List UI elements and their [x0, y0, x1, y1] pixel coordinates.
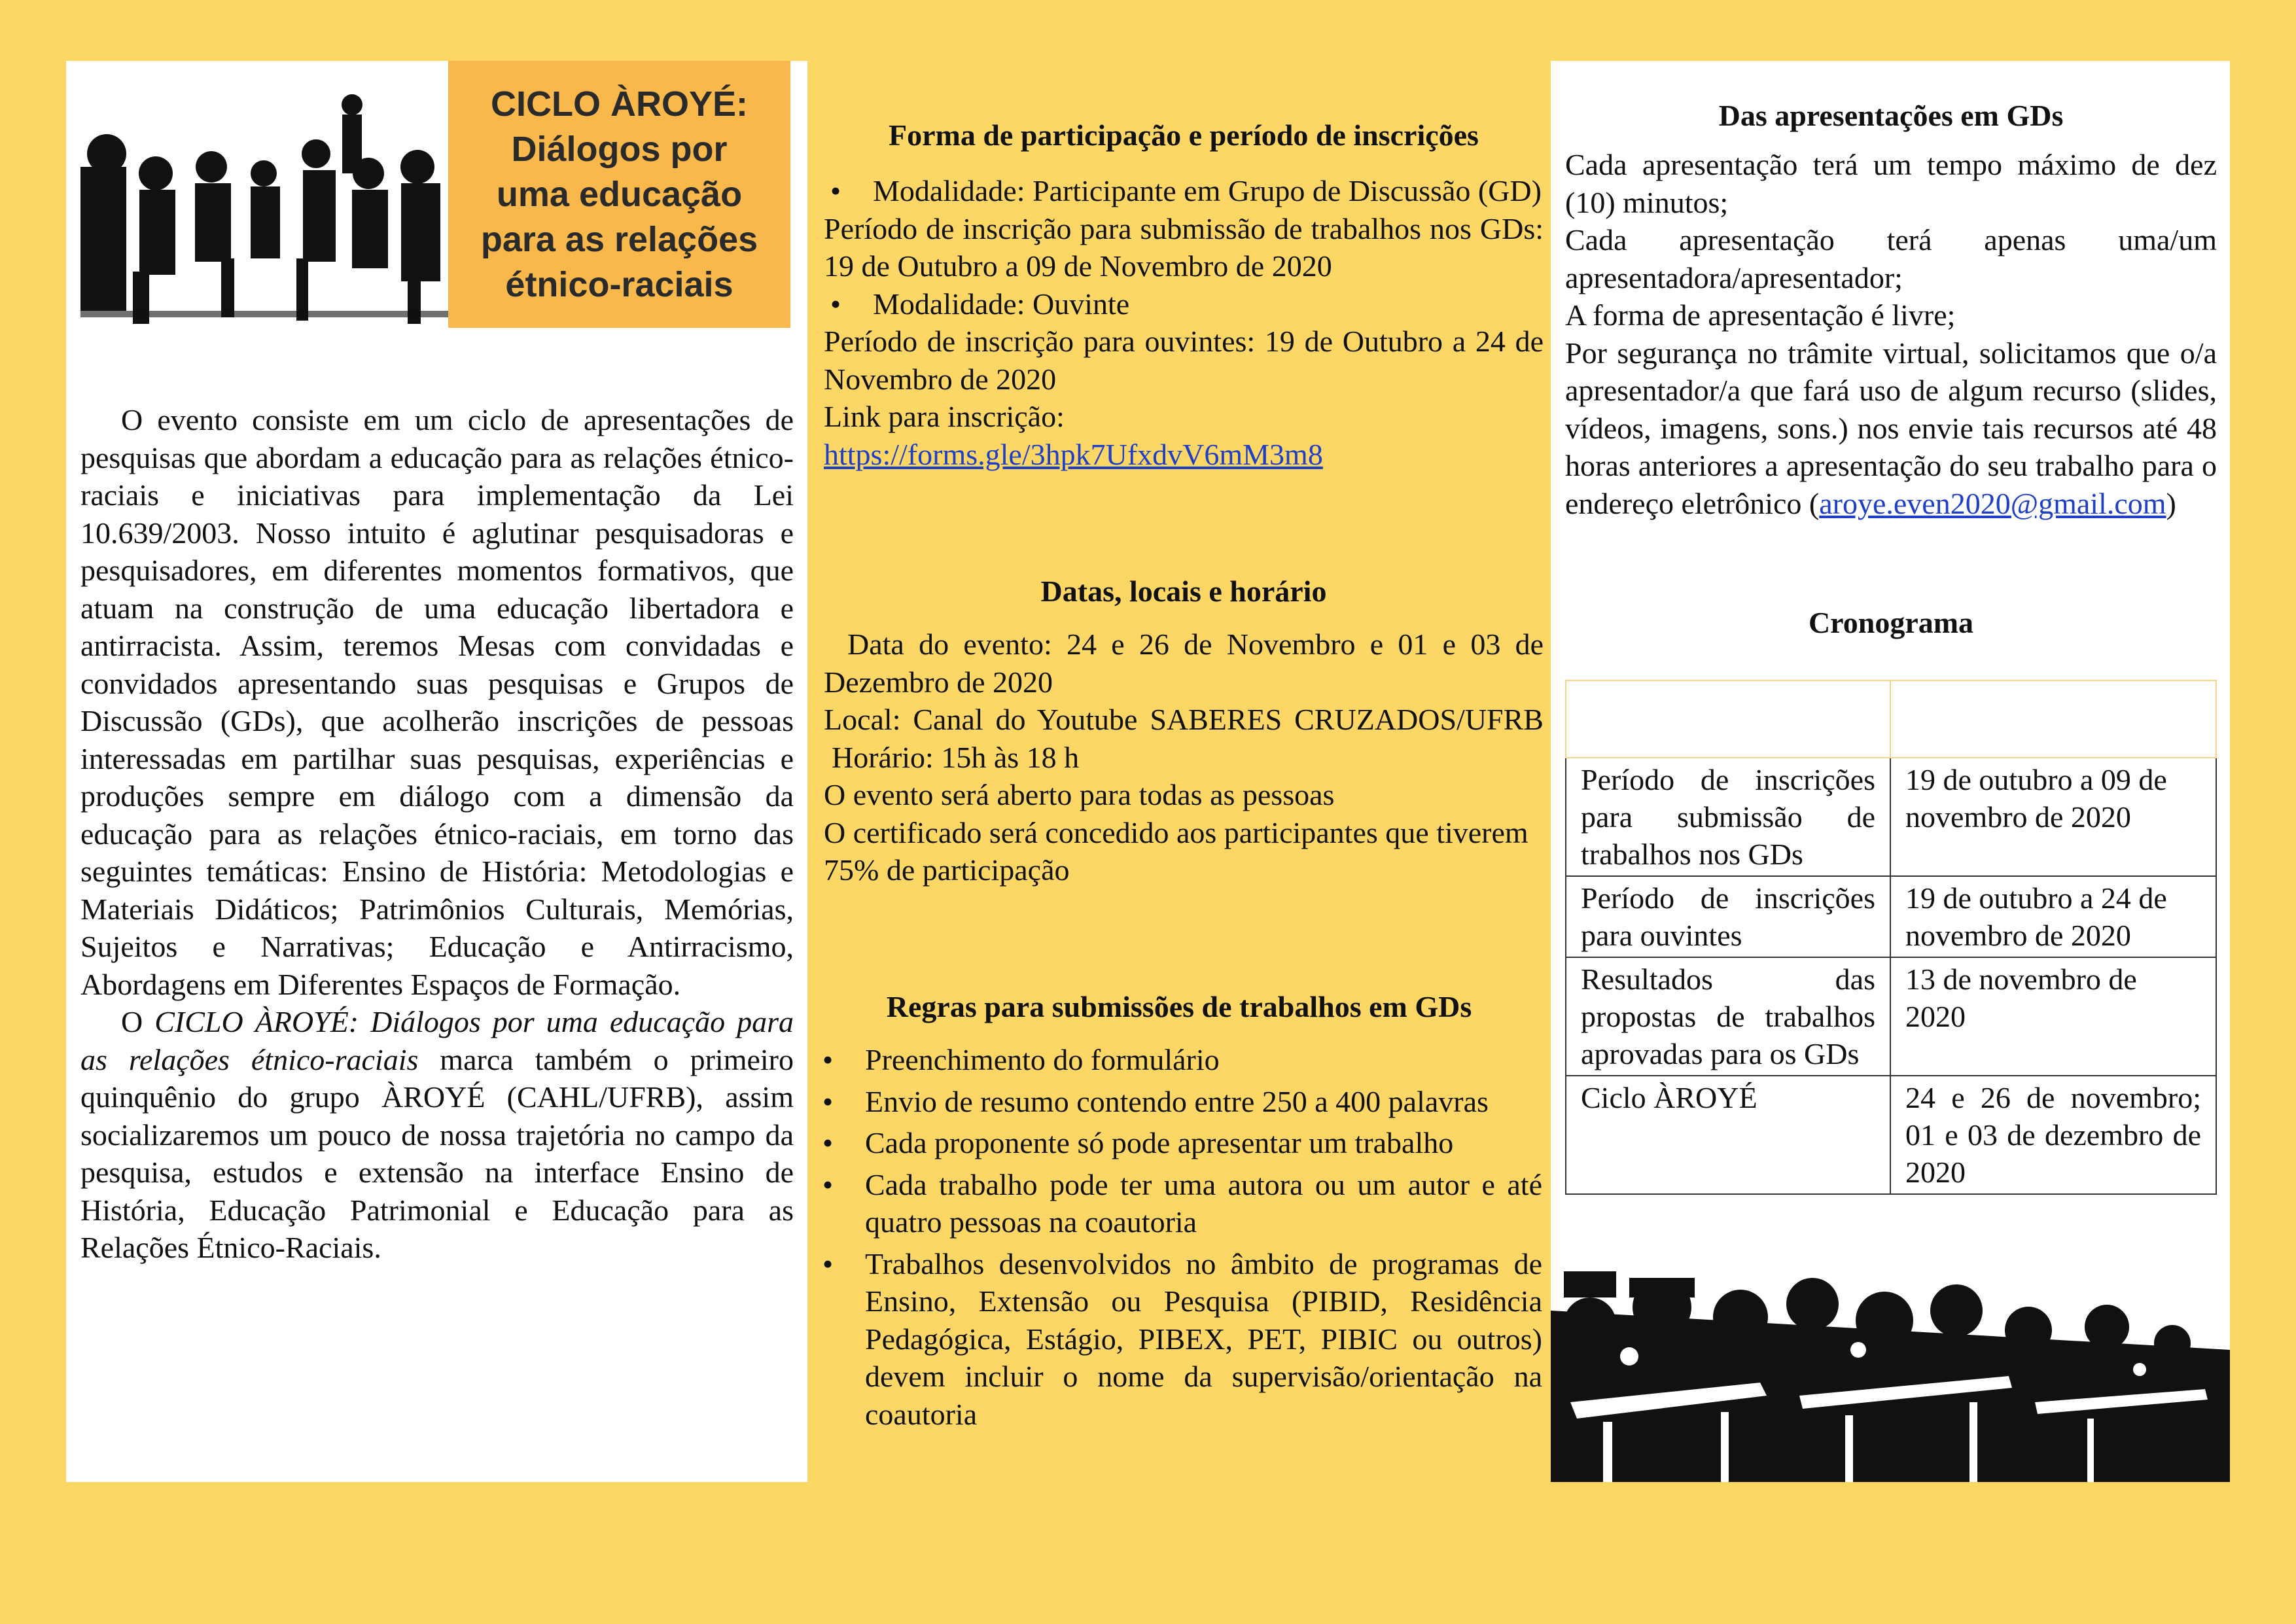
table-row: [1566, 876, 2216, 957]
table-row: [1566, 1076, 2216, 1194]
event-location: Local: Canal do Youtube SABERES CRUZADOS/UFRB: [824, 703, 1544, 736]
dates-heading: Datas, locais e horário: [1040, 574, 1327, 608]
participation-heading: Forma de participação e período de inscrições: [889, 118, 1479, 152]
table-cell: [1566, 680, 1890, 758]
presentations-heading: Das apresentações em GDs: [1718, 99, 2064, 132]
participation-list-2: [824, 285, 1544, 323]
para2-rest: marca também o primeiro quinquênio do grupo ÀROYÉ (CAHL/UFRB), assim socializaremos um pouco de nossa trajetória no campo da pesquisa, estudos e extensão na interface Ensino de História, Educação Patrimonial e Educação para as Relações Étnico-Raciais.: [80, 1042, 794, 1264]
presentation-rule-text: Por segurança no trâmite virtual, solicitamos que o/a apresentador/a que fará uso de algum recurso (slides, vídeos, imagens, sons.) nos envie tais recursos até 48 horas anteriores a apresentação do seu trabalho para o endereço eletrônico (: [1565, 336, 2217, 520]
table-row: [1566, 957, 2216, 1076]
period-listener: Período de inscrição para ouvintes: 19 de Outubro a 24 de Novembro de 2020: [824, 325, 1544, 396]
contact-email-link[interactable]: aroye.even2020@gmail.com: [1819, 486, 2166, 520]
certificate-note: O certificado será concedido aos participantes que tiverem 75% de participação: [824, 815, 1528, 887]
modality-listener: Modalidade: Ouvinte: [873, 287, 1130, 321]
event-description: [80, 401, 794, 1267]
rules-heading: Regras para submissões de trabalhos em GDs: [886, 990, 1472, 1023]
schedule-date: 19 de outubro a 09 de novembro de 2020: [1890, 758, 2216, 876]
event-title-box: [448, 61, 790, 328]
schedule-heading: Cronograma: [1808, 606, 1974, 639]
event-title-line: étnico-raciais: [505, 264, 733, 304]
event-title-line: uma educação: [496, 174, 743, 214]
event-date: Data do evento: 24 e 26 de Novembro e 01 e 03 de Dezembro de 2020: [824, 627, 1544, 699]
para2-prefix: O: [121, 1005, 155, 1038]
participation-list: [824, 172, 1544, 210]
schedule-item: Período de inscrições para submissão de trabalhos nos GDs: [1566, 758, 1890, 876]
schedule-date: 24 e 26 de novembro; 01 e 03 de dezembro de 2020: [1890, 1076, 2216, 1194]
dates-section: [824, 573, 1544, 889]
presentation-rule: A forma de apresentação é livre;: [1565, 298, 1956, 332]
schedule-item: Ciclo ÀROYÉ: [1566, 1076, 1890, 1194]
rule-text: Trabalhos desenvolvidos no âmbito de programas de Ensino, Extensão ou Pesquisa (PIBID, Residência Pedagógica, Estágio, PIBEX, PET, PIBIC ou outros) devem incluir o nome da supervisão/orientação na coautoria: [865, 1246, 1542, 1431]
middle-panel: [816, 61, 1545, 1482]
event-title-line: para as relações: [480, 219, 758, 259]
bullet-icon: •: [830, 287, 841, 321]
modality-gd: Modalidade: Participante em Grupo de Discussão (GD): [873, 174, 1542, 207]
event-title: [481, 82, 758, 308]
bullet-icon: •: [822, 1246, 834, 1280]
classroom-photo: [1551, 1271, 2230, 1482]
participation-section: [824, 116, 1544, 473]
event-title-line: CICLO ÀROYÉ:: [490, 84, 748, 124]
bullet-icon: •: [822, 1043, 834, 1076]
rule-text: Envio de resumo contendo entre 250 a 400 palavras: [865, 1084, 1489, 1118]
right-panel: [1551, 61, 2230, 1482]
link-label: Link para inscrição:: [824, 400, 1065, 433]
schedule-table: [1565, 680, 2217, 1195]
event-open-note: O evento será aberto para todas as pessoas: [824, 778, 1335, 811]
table-row: [1566, 758, 2216, 876]
link-line: [824, 436, 1544, 474]
bullet-icon: •: [822, 1126, 834, 1159]
schedule-date: 19 de outubro a 24 de novembro de 2020: [1890, 876, 2216, 957]
event-name-italic: CICLO ÀROYÉ: Diálogos por uma educação para as relações étnico-raciais: [80, 1005, 794, 1076]
rule-text: Cada trabalho pode ter uma autora ou um autor e até quatro pessoas na coautoria: [865, 1167, 1542, 1239]
left-panel: [66, 61, 807, 1482]
event-title-line: Diálogos por: [511, 129, 728, 169]
bullet-icon: •: [830, 174, 841, 207]
period-gd: Período de inscrição para submissão de trabalhos nos GDs: 19 de Outubro a 09 de Novembro de 2020: [824, 211, 1544, 283]
presentation-rule-end: ): [2166, 486, 2176, 520]
list-item: [816, 1166, 1542, 1241]
rules-section: [816, 988, 1542, 1433]
rule-text: Cada proponente só pode apresentar um trabalho: [865, 1126, 1454, 1159]
schedule-date: 13 de novembro de 2020: [1890, 957, 2216, 1076]
presentation-rule: Cada apresentação terá apenas uma/um apresentadora/apresentador;: [1565, 223, 2217, 294]
schedule-item: Resultados das propostas de trabalhos aprovadas para os GDs: [1566, 957, 1890, 1076]
list-item: [816, 1124, 1542, 1162]
list-item: [824, 285, 1544, 323]
schedule-item: Período de inscrições para ouvintes: [1566, 876, 1890, 957]
table-cell: [1890, 680, 2216, 758]
list-item: [816, 1083, 1542, 1121]
list-item: [816, 1041, 1542, 1079]
list-item: [816, 1245, 1542, 1434]
table-row: [1566, 680, 2216, 758]
bullet-icon: •: [822, 1167, 834, 1201]
list-item: [824, 172, 1544, 210]
header-banner: [80, 61, 790, 329]
presentation-rule: [1565, 334, 2217, 523]
description-paragraph: O evento consiste em um ciclo de apresentações de pesquisas que abordam a educação para as relações étnico-raciais e iniciativas para implementação da Lei 10.639/2003. Nosso intuito é aglutinar pesquisadoras e pesquisadores, em diferentes momentos formativos, que atuam na construção de uma educação libertadora e antirracista. Assim, teremos Mesas com convidadas e convidados apresentando suas pesquisas e Grupos de Discussão (GDs), que acolherão inscrições de pessoas interessadas em partilhar suas pesquisas, experiências e produções sempre em diálogo com a dimensão da educação para as relações étnico-raciais, em torno das seguintes temáticas: Ensino de História: Metodologias e Materiais Didáticos; Patrimônios Culturais, Memórias, Sujeitos e Narrativas; Educação e Antirracismo, Abordagens em Diferentes Espaços de Formação.: [80, 403, 794, 1001]
event-time: Horário: 15h às 18 h: [832, 740, 1080, 774]
students-photo: [80, 75, 448, 327]
presentation-rule: Cada apresentação terá um tempo máximo de dez (10) minutos;: [1565, 148, 2217, 219]
description-paragraph-2: [80, 1003, 794, 1267]
presentations-section: [1565, 97, 2217, 522]
registration-link[interactable]: https://forms.gle/3hpk7UfxdvV6mM3m8: [824, 437, 1323, 471]
rules-list: [816, 1041, 1542, 1433]
bullet-icon: •: [822, 1084, 834, 1118]
rule-text: Preenchimento do formulário: [865, 1043, 1220, 1076]
